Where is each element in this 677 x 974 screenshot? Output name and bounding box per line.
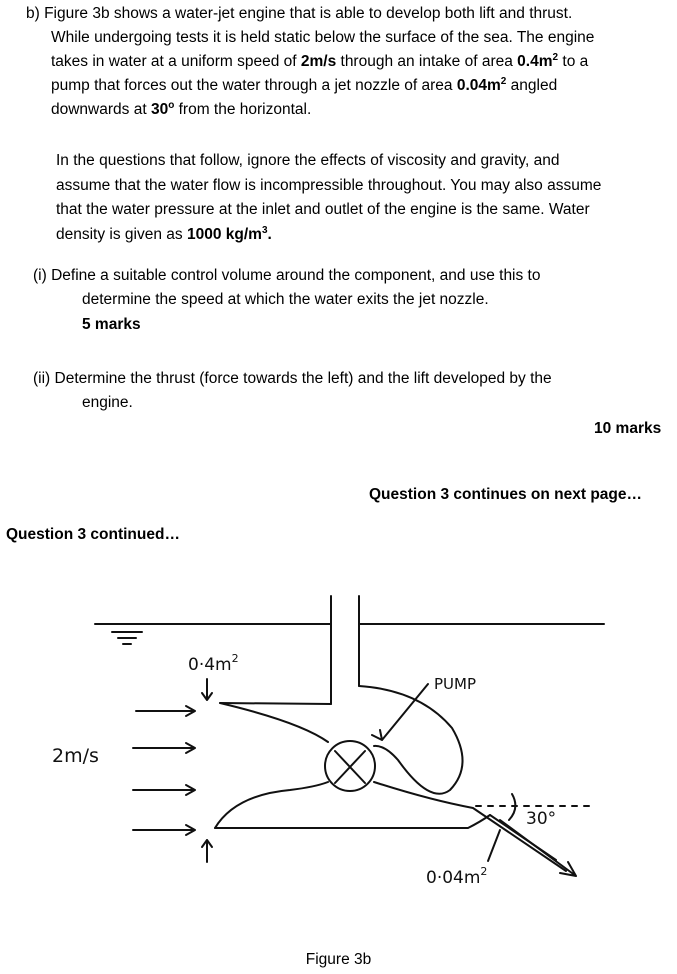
inflow-arrow-4 <box>133 825 195 835</box>
nozzle-leader <box>488 830 500 861</box>
inflow-arrow-2 <box>133 743 195 753</box>
pump-leader <box>372 684 428 740</box>
question-ii-marks: 10 marks <box>594 420 662 437</box>
upper-intake-lip <box>220 703 328 742</box>
question-i-line-2: determine the speed at which the water exits the jet nozzle. <box>82 291 489 308</box>
water-level-symbol <box>112 632 142 644</box>
intake-area-label: $0\cdot 4m^2$ <box>188 652 239 675</box>
question-i-marks: 5 marks <box>82 316 141 333</box>
assume-line-2: assume that the water flow is incompressible throughout. You may also assume <box>56 177 602 194</box>
inflow-speed-label: 2m/s <box>52 745 99 767</box>
pump-cross <box>335 751 365 783</box>
intake-top-marker <box>202 679 212 700</box>
question-ii-line-1: (ii) Determine the thrust (force towards the left) and the lift developed by the <box>33 370 552 387</box>
intro-line-5: downwards at 30$^o$ from the horizontal. <box>51 100 312 118</box>
mounting-strut <box>331 596 359 704</box>
inflow-arrow-1 <box>136 706 195 716</box>
intro-line-3: takes in water at a uniform speed of 2m/s through an intake of area $0.4m^2$ to a <box>51 52 589 70</box>
assume-line-4: density is given as 1000 $kg/m^3$. <box>56 225 272 243</box>
intro-line-1: b) Figure 3b shows a water-jet engine that is able to develop both lift and thrust. <box>26 5 573 22</box>
pump-label: PUMP <box>434 675 477 693</box>
water-jet-engine-figure <box>0 560 677 974</box>
figure-caption: Figure 3b <box>305 951 372 968</box>
continues-note: Question 3 continues on next page… <box>369 486 643 503</box>
intro-line-2: While undergoing tests it is held static below the surface of the sea. The engine <box>51 29 595 46</box>
question-ii-line-2: engine. <box>82 394 133 411</box>
lower-intake-lip <box>215 782 328 828</box>
assume-line-3: that the water pressure at the inlet and outlet of the engine is the same. Water <box>56 201 590 218</box>
inflow-arrow-3 <box>133 785 195 795</box>
nozzle-area-label: $0\cdot 04m^2$ <box>426 865 488 888</box>
continued-heading: Question 3 continued… <box>6 526 180 543</box>
assume-line-1: In the questions that follow, ignore the effects of viscosity and gravity, and <box>56 152 560 169</box>
question-i-line-1: (i) Define a suitable control volume around the component, and use this to <box>33 267 541 284</box>
intro-line-4: pump that forces out the water through a jet nozzle of area $0.04m^2$ angled <box>51 76 558 94</box>
intake-bottom-marker <box>202 840 212 862</box>
angle-label: 30° <box>526 809 557 829</box>
lower-casing <box>215 815 490 828</box>
